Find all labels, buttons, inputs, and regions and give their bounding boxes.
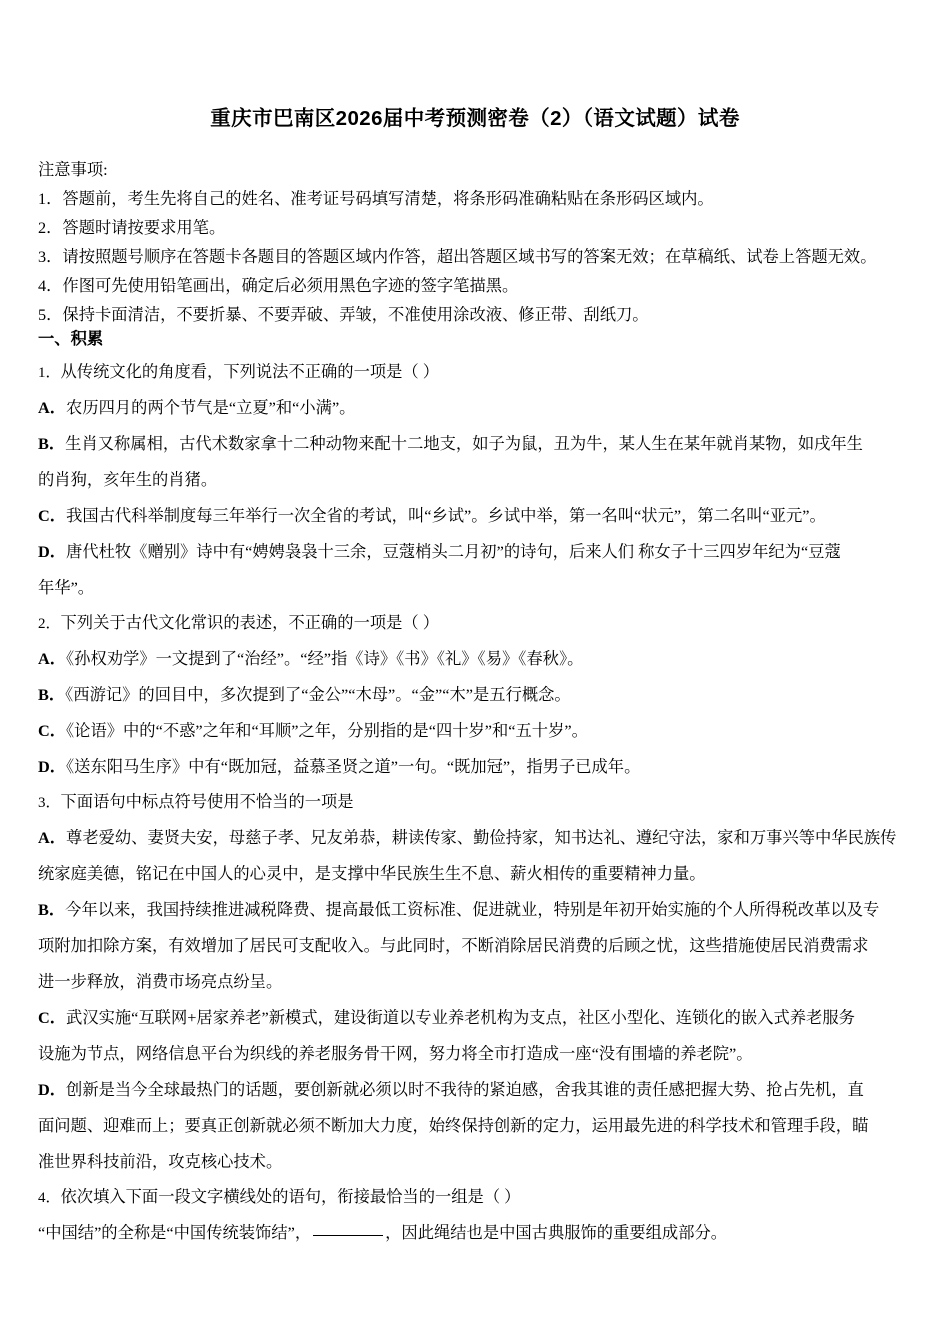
option-letter: A． <box>38 649 67 668</box>
option-letter: B． <box>38 900 66 919</box>
option-text: 《送东阳马生序》中有“既加冠，益慕圣贤之道”一句。“既加冠”，指男子已成年。 <box>66 757 641 776</box>
question-3-number: 3． <box>38 795 61 811</box>
notice-item-1: 1．答题前，考生先将自己的姓名、准考证号码填写清楚，将条形码准确粘贴在条形码区域内。 <box>38 189 714 208</box>
notice-item-4: 4．作图可先使用铅笔画出，确定后必须用黑色字迹的签字笔描黑。 <box>38 276 519 295</box>
question-1-number: 1． <box>38 365 61 381</box>
question-1-option-d-line2: 年华”。 <box>38 578 95 597</box>
section-heading: 一、积累 <box>38 329 104 348</box>
page-title: 重庆市巴南区2026届中考预测密卷（2）（语文试题）试卷 <box>210 107 740 130</box>
question-3-option-c-line2: 设施为节点，网络信息平台为织线的养老服务骨干网，努力将全市打造成一座“没有围墙的养老院”。 <box>38 1044 753 1063</box>
option-letter: D． <box>38 757 67 776</box>
question-1-option-d-line1[interactable] <box>38 534 918 570</box>
option-text: 农历四月的两个节气是“立夏”和“小满”。 <box>66 398 356 417</box>
option-text: 我国古代科举制度每三年举行一次全省的考试，叫“乡试”。乡试中举，第一名叫“状元”，第二名叫“亚元”。 <box>66 506 826 525</box>
question-3-option-d-line3: 准世界科技前沿，攻克核心技术。 <box>38 1152 283 1171</box>
option-letter: C． <box>38 1008 67 1027</box>
question-2-option-c[interactable] <box>38 713 918 749</box>
question-2-number: 2． <box>38 616 61 632</box>
question-1-option-b-line1[interactable] <box>38 426 918 462</box>
option-text: 《西游记》的回目中，多次提到了“金公”“木母”。“金”“木”是五行概念。 <box>65 685 571 704</box>
option-letter: B． <box>38 685 66 704</box>
question-3-option-d-line2: 面问题、迎难而上；要真正创新就必须不断加大力度，始终保持创新的定力，运用最先进的科学技术和管理手段，瞄 <box>38 1116 869 1135</box>
question-3-text: 下面语句中标点符号使用不恰当的一项是 <box>60 792 354 811</box>
option-text: 《孙权劝学》一文提到了“治经”。“经”指《诗》《书》《礼》《易》《春秋》。 <box>66 649 584 668</box>
passage-before-blank: “中国结”的全称是“中国传统装饰结”， <box>38 1223 312 1242</box>
question-3-option-a-line2: 统家庭美德，铭记在中国人的心灵中，是支撑中华民族生生不息、薪火相传的重要精神力量。 <box>38 864 706 883</box>
question-3-stem <box>38 785 918 820</box>
option-text: 生肖又称属相，古代术数家拿十二种动物来配十二地支，如子为鼠，丑为牛，某人生在某年就肖某物，如戌年生 <box>65 434 863 453</box>
notice-item-2: 2．答题时请按要求用笔。 <box>38 218 226 237</box>
notice-heading: 注意事项: <box>38 160 108 179</box>
question-1-option-b-line2: 的肖狗，亥年生的肖猪。 <box>38 470 218 489</box>
question-4-passage <box>38 1215 918 1251</box>
option-letter: A． <box>38 828 67 847</box>
question-3-option-b-line1[interactable] <box>38 892 918 928</box>
option-letter: C． <box>38 721 67 740</box>
question-1-text: 从传统文化的角度看，下列说法不正确的一项是（ ） <box>60 362 440 381</box>
question-4-stem <box>38 1180 918 1215</box>
question-2-option-a[interactable] <box>38 641 918 677</box>
questions-section <box>38 325 918 1251</box>
notice-section <box>38 155 918 329</box>
option-text: 创新是当今全球最热门的话题，要创新就必须以时不我待的紧迫感，舍我其谁的责任感把握大势、抢占先机，直 <box>66 1080 864 1099</box>
notice-item-3: 3．请按照题号顺序在答题卡各题目的答题区域内作答，超出答题区域书写的答案无效；在草稿纸、试卷上答题无效。 <box>38 247 877 266</box>
option-text: 唐代杜牧《赠别》诗中有“娉娉袅袅十三余，豆蔻梢头二月初”的诗句，后来人们 称女子十三四岁年纪为“豆蔻 <box>66 542 841 561</box>
question-1-option-c[interactable] <box>38 498 918 534</box>
question-2-stem <box>38 606 918 641</box>
option-text: 武汉实施“互联网+居家养老”新模式，建设街道以专业养老机构为支点，社区小型化、连锁化的嵌入式养老服务 <box>66 1008 855 1027</box>
option-letter: A． <box>38 398 67 417</box>
question-1-option-a[interactable] <box>38 390 918 426</box>
option-text: 今年以来，我国持续推进减税降费、提高最低工资标准、促进就业，特别是年初开始实施的个人所得税改革以及专 <box>65 900 880 919</box>
question-3-option-b-line3: 进一步释放，消费市场亮点纷呈。 <box>38 972 283 991</box>
option-letter: D． <box>38 542 67 561</box>
question-3-option-a-line1[interactable] <box>38 820 918 856</box>
question-4-number: 4． <box>38 1190 61 1206</box>
option-letter: B． <box>38 434 66 453</box>
question-2-option-b[interactable] <box>38 677 918 713</box>
question-3-option-b-line2: 项附加扣除方案，有效增加了居民可支配收入。与此同时，不断消除居民消费的后顾之忧，这些措施使居民消费需求 <box>38 936 869 955</box>
question-1-stem <box>38 355 918 390</box>
notice-item-5: 5．保持卡面清洁，不要折暴、不要弄破、弄皱，不准使用涂改液、修正带、刮纸刀。 <box>38 305 649 324</box>
question-3-option-d-line1[interactable] <box>38 1072 918 1108</box>
option-text: 《论语》中的“不惑”之年和“耳顺”之年，分别指的是“四十岁”和“五十岁”。 <box>66 721 588 740</box>
question-2-option-d[interactable] <box>38 749 918 785</box>
question-4-text: 依次填入下面一段文字横线处的语句，衔接最恰当的一组是（ ） <box>60 1187 521 1206</box>
question-2-text: 下列关于古代文化常识的表述，不正确的一项是（ ） <box>60 613 440 632</box>
option-letter: D． <box>38 1080 67 1099</box>
option-text: 尊老爱幼、妻贤夫安，母慈子孝、兄友弟恭，耕读传家、勤俭持家，知书达礼、遵纪守法，家和万事兴等中华民族传 <box>66 828 897 847</box>
fill-in-blank[interactable] <box>313 1235 383 1236</box>
passage-after-blank: ，因此绳结也是中国古典服饰的重要组成部分。 <box>385 1223 728 1242</box>
question-3-option-c-line1[interactable] <box>38 1000 918 1036</box>
option-letter: C． <box>38 506 67 525</box>
